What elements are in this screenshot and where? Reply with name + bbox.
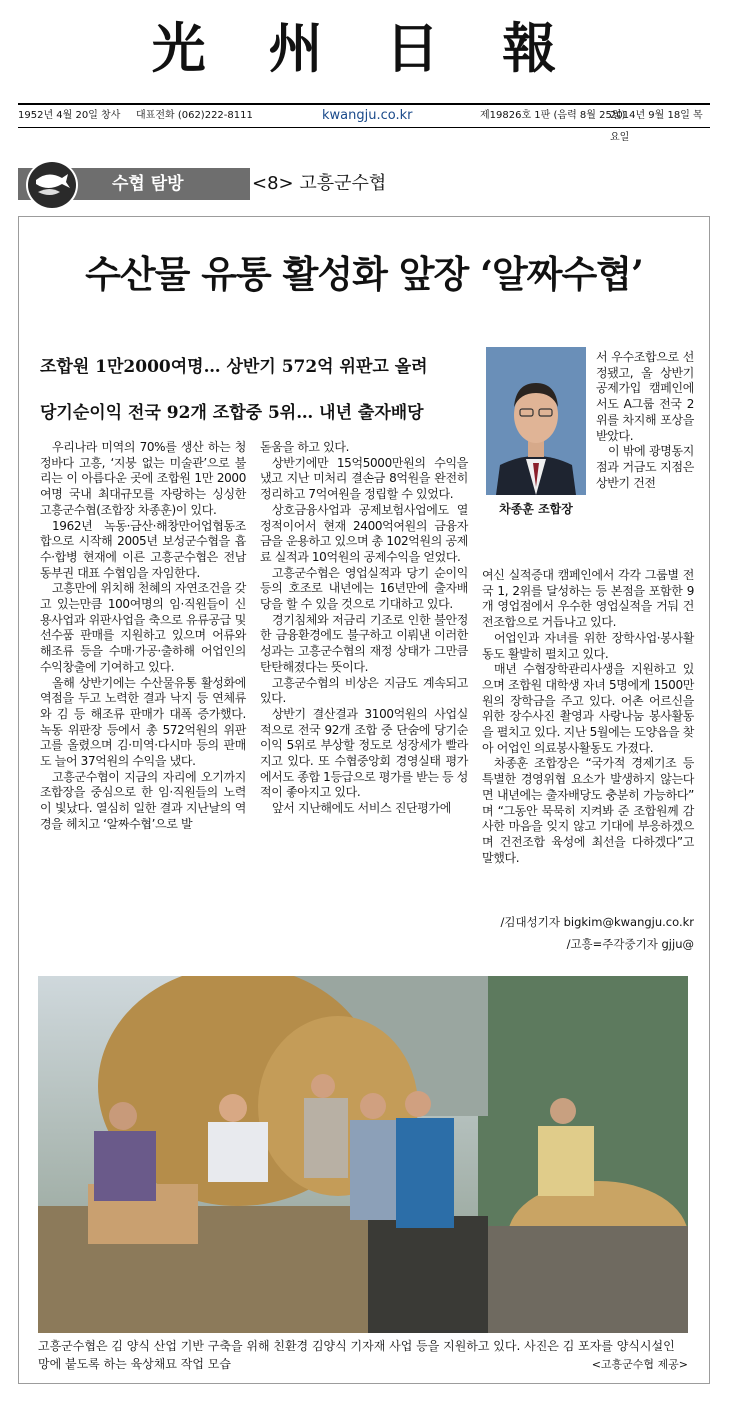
- paragraph: 고흥군수협이 지금의 자리에 오기까지 조합장을 중심으로 한 임·직원들의 노력이 빛났다. 열심히 일한 결과 지난날의 역경을 헤치고 ‘알짜수협’으로 발: [40, 769, 246, 831]
- headline: 수산물 유통 활성화 앞장 ‘알짜수협’: [85, 252, 643, 296]
- news-photo: [38, 976, 688, 1333]
- paragraph: 상반기에만 15억5000만원의 수익을 냈고 지난 미처리 결손금 8억원을 완전히 정리하고 7억여원을 정립할 수 있었다.: [260, 455, 468, 502]
- reporter-credit-2: /고흥=주각중기자 gjju@: [566, 937, 694, 951]
- subhead-1: 조합원 1만2000여명… 상반기 572억 위판고 올려: [40, 357, 428, 377]
- website-link[interactable]: kwangju.co.kr: [322, 108, 413, 123]
- paragraph: 고흥군수협은 영업실적과 당기 순이익 등의 호조로 내년에는 16년만에 출자배당을 할 수 있을 것으로 기대하고 있다.: [260, 565, 468, 612]
- paragraph: 올해 상반기에는 수산물유통 활성화에 역점을 두고 노력한 결과 낙지 등 연체류와 김 등 해조류 판매가 대폭 증가했다. 녹동 위판장 등에서 총 572억원의 위판고를 올렸으며 김·미역·다시마 등의 판매도 늘어 37억원의 수익을 냈다.: [40, 675, 246, 769]
- paragraph: 경기침체와 저금리 기조로 인한 불안정한 금융환경에도 불구하고 이뤄낸 이러한 성과는 고흥군수협의 재정 상태가 그만큼 탄탄해졌다는 뜻이다.: [260, 612, 468, 674]
- paragraph: 서 우수조합으로 선정됐고, 올 상반기 공제가입 캠페인에서도 A그룹 전국 2위를 차지해 포상을 받았다.: [596, 350, 694, 443]
- dateline: [18, 103, 710, 143]
- paragraph: 차종훈 조합장은 “국가적 경제기조 등 특별한 경영위협 요소가 발생하지 않는다면 내년에는 출자배당도 충분히 가능하다” 며 “그동안 묵묵히 지켜봐 준 조합원께 감사한 마음을 잊지 않고 기대에 부응하겠으며 건전조합 육성에 최선을 다하겠다”고 말했다.: [482, 756, 694, 865]
- article-column-1: [40, 440, 246, 833]
- portrait-photo: [486, 347, 586, 495]
- paragraph: 상호금융사업과 공제보험사업에도 열정적이어서 현재 2400억여원의 금융자금을 운용하고 있으며 총 102억원의 공제료 실적과 10억원의 공제수익을 얻었다.: [260, 502, 468, 564]
- photo-credit: <고흥군수협 제공>: [591, 1358, 688, 1371]
- paragraph: 돋움을 하고 있다.: [260, 440, 350, 454]
- series-title: 수협 탐방: [112, 174, 184, 194]
- fish-emblem-icon: [26, 160, 78, 210]
- article-column-3: [482, 568, 694, 866]
- paragraph: 고흥군수협의 비상은 지금도 계속되고 있다.: [260, 675, 468, 706]
- paragraph: 여신 실적증대 캠페인에서 각각 그룹별 전국 1, 2위를 달성하는 등 본점을 포함한 9개 영업점에서 우수한 영업실적을 거둬 건전조합으로 거듭나고 있다.: [482, 568, 694, 630]
- subhead-2: 당기순이익 전국 92개 조합중 5위… 내년 출자배당: [40, 403, 424, 423]
- article-column-3-top: [596, 350, 694, 491]
- series-subtitle: <8> 고흥군수협: [252, 173, 387, 194]
- paragraph: 우리나라 미역의 70%를 생산 하는 청정바다 고흥, ‘지붕 없는 미술관’으로 불리는 이 아름다운 곳에 조합원 1만 2000여명 국내 최대규모를 자랑하는 싱싱한 고흥군수협(조합장 차종훈)이 있다.: [40, 440, 246, 517]
- issue-date: 2014년 9월 18일 목요일: [610, 110, 703, 143]
- photo-caption: 고흥군수협은 김 양식 산업 기반 구축을 위해 친환경 김양식 기자재 사업 등을 지원하고 있다. 사진은 김 포자를 양식시설인 망에 붙도록 하는 육상채묘 작업 모습: [38, 1339, 675, 1371]
- paragraph: 상반기 결산결과 3100억원의 사업실적으로 전국 92개 조합 중 단숨에 당기순이익 5위로 부상할 정도로 성장세가 빨라지고 있다. 또 수협중앙회 경영실태 평가에서도 종합 1등급으로 평가를 받는 등 성적이 좋아지고 있다.: [260, 706, 468, 800]
- paragraph: 고흥만에 위치해 천혜의 자연조건을 갖고 있는만큼 100여명의 임·직원들이 신용사업과 위판사업을 축으로 유류공급 및 선수품 판매를 지원하고 있으며 어류와 해조류 등을 수매·가공·출하해 어업인의 수익창출에 기여하고 있다.: [40, 581, 246, 674]
- newspaper-logo: 光 州 日 報: [151, 16, 579, 80]
- article-column-2: [260, 440, 468, 817]
- paragraph: 이 밖에 광명동지점과 거금도 지점은 상반기 건전: [596, 444, 694, 490]
- paragraph: 어업인과 자녀를 위한 장학사업·봉사활동도 활발히 펼치고 있다.: [482, 630, 694, 661]
- portrait-caption: 차종훈 조합장: [499, 502, 573, 516]
- founded-date: 1952년 4월 20일 창사: [18, 110, 121, 121]
- reporter-credit-1: /김대성기자 bigkim@kwangju.co.kr: [500, 915, 694, 929]
- paragraph: 매년 수협장학관리사생을 지원하고 있으며 조합원 대학생 자녀 5명에게 1500만원의 장학금을 주고 있다. 어촌 어르신을 위한 장수사진 촬영과 사랑나눔 봉사활동을 펼치고 있다. 지난 5월에는 도양읍을 찾아 어업인 의료봉사활동도 가졌다.: [482, 662, 694, 755]
- paragraph: 1962년 녹동·금산·해창만어업협동조합으로 시작해 2005년 보성군수협을 흡수·합병 현재에 이른 고흥군수협은 전남 동부권 대표 수협임을 자임한다.: [40, 518, 246, 580]
- issue-number: 제19826호 1판 (음력 8월 25일): [480, 110, 626, 121]
- paragraph: 앞서 지난해에도 서비스 진단평가에: [272, 801, 452, 816]
- phone: 대표전화 (062)222-8111: [136, 110, 253, 121]
